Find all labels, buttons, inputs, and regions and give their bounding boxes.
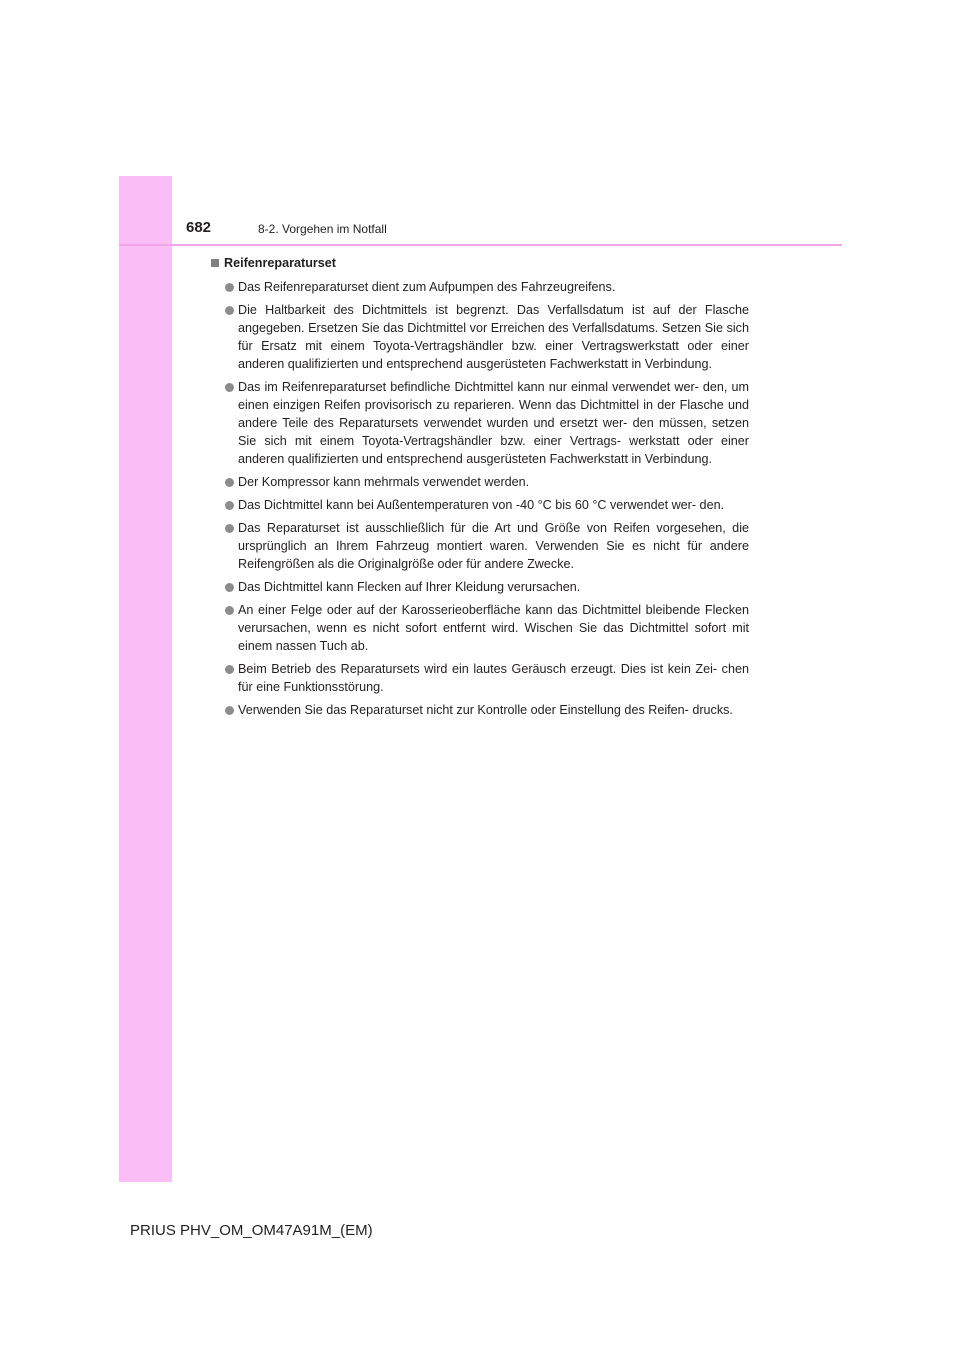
round-bullet-icon [225, 583, 234, 592]
round-bullet-icon [225, 524, 234, 533]
list-item-text: Das Reparaturset ist ausschließlich für die Art und Größe von Reifen vorgesehen, die ursprünglich an Ihrem Fahrzeug montiert waren. Verwenden Sie es nicht für andere Reifengrößen als die Originalgröße oder für andere Zwecke. [238, 521, 749, 571]
list-item [211, 578, 749, 596]
round-bullet-icon [225, 665, 234, 674]
list-item [211, 473, 749, 491]
list-item-text: Das Dichtmittel kann bei Außentemperaturen von -40 °C bis 60 °C verwendet wer- den. [238, 498, 725, 512]
list-item [211, 378, 749, 468]
list-item [211, 660, 749, 696]
list-item-text: Das Reifenreparaturset dient zum Aufpumpen des Fahrzeugreifens. [238, 280, 616, 294]
side-tab-band [119, 176, 172, 1182]
section-title: 8-2. Vorgehen im Notfall [258, 222, 387, 236]
list-item [211, 301, 749, 373]
round-bullet-icon [225, 606, 234, 615]
round-bullet-icon [225, 501, 234, 510]
list-item [211, 278, 749, 296]
list-item-text: Der Kompressor kann mehrmals verwendet werden. [238, 475, 530, 489]
list-item [211, 601, 749, 655]
list-item-text: Das im Reifenreparaturset befindliche Dichtmittel kann nur einmal verwendet wer- den, um einen einzigen Reifen provisorisch zu reparieren. Wenn das Dichtmittel in der Flasche und andere Teile des Reparatursets verwendet wurden und ersetzt wer- den müssen, setzen Sie sich mit einem Toyota-Vertragshändler bzw. einer Vertrags- werkstatt oder einer anderen qualifizierten und entsprechend ausgerüsteten Fachwerkstatt in Verbindung. [238, 380, 749, 466]
bullet-list [211, 278, 749, 719]
list-item-text: Die Haltbarkeit des Dichtmittels ist begrenzt. Das Verfallsdatum ist auf der Flasche angegeben. Ersetzen Sie das Dichtmittel vor Erreichen des Verfallsdatums. Setzen Sie sich für Ersatz mit einem Toyota-Vertragshändler bzw. einer Vertragswerkstatt oder einer anderen qualifizierten und entsprechend ausgerüsteten Fachwerkstatt in Verbindung. [238, 303, 749, 371]
section-heading-text: Reifenreparaturset [224, 256, 336, 270]
round-bullet-icon [225, 478, 234, 487]
round-bullet-icon [225, 306, 234, 315]
list-item-text: Das Dichtmittel kann Flecken auf Ihrer Kleidung verursachen. [238, 580, 581, 594]
list-item-text: Verwenden Sie das Reparaturset nicht zur Kontrolle oder Einstellung des Reifen- drucks. [238, 703, 733, 717]
list-item [211, 496, 749, 514]
header-rule [119, 244, 842, 246]
section-heading [211, 254, 749, 272]
square-bullet-icon [211, 259, 219, 267]
page-number: 682 [186, 219, 212, 236]
round-bullet-icon [225, 283, 234, 292]
list-item [211, 519, 749, 573]
list-item-text: An einer Felge oder auf der Karosserieoberfläche kann das Dichtmittel bleibende Flecken verursachen, wenn es nicht sofort entfernt wird. Wischen Sie das Dichtmittel sofort mit einem nassen Tuch ab. [238, 603, 749, 653]
list-item-text: Beim Betrieb des Reparatursets wird ein lautes Geräusch erzeugt. Dies ist kein Zei- chen für eine Funktionsstörung. [238, 662, 749, 694]
round-bullet-icon [225, 383, 234, 392]
main-content [211, 254, 749, 724]
list-item [211, 701, 749, 719]
document-code: PRIUS PHV_OM_OM47A91M_(EM) [130, 1222, 373, 1239]
round-bullet-icon [225, 706, 234, 715]
